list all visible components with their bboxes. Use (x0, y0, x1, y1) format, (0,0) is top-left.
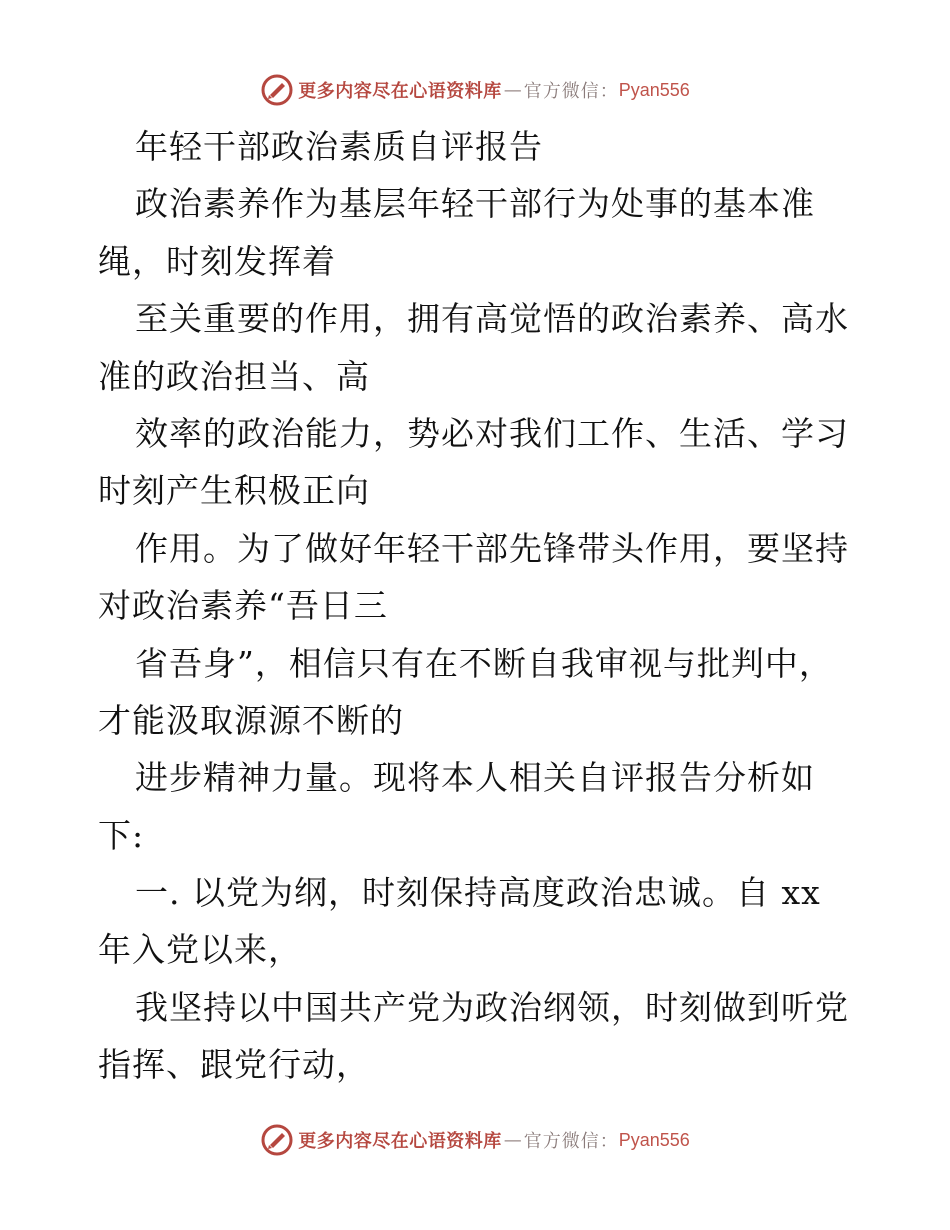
doc-line: 才能汲取源源不断的 (98, 700, 404, 740)
watermark-id: Pyan556 (618, 79, 690, 100)
watermark-sub: 官方微信： (523, 1131, 619, 1152)
doc-line: 绳，时刻发挥着 (98, 241, 336, 281)
doc-line: 效率的政治能力，势必对我们工作、生活、学习 (135, 413, 849, 453)
watermark-text: 更多内容尽在心语资料库 (298, 1131, 502, 1152)
doc-line: 作用。为了做好年轻干部先锋带头作用，要坚持 (135, 528, 849, 568)
doc-line: 时刻产生积极正向 (98, 471, 370, 511)
watermark-separator: — (503, 79, 522, 101)
doc-line: 省吾身”，相信只有在不断自我审视与批判中， (135, 643, 833, 683)
document-body (98, 118, 858, 1094)
doc-line: 对政治素养“吾日三 (98, 586, 388, 626)
watermark-text: 更多内容尽在心语资料库 (298, 81, 502, 102)
footer-watermark (0, 1120, 950, 1160)
doc-line: 指挥、跟党行动， (98, 1045, 370, 1085)
watermark-id: Pyan556 (618, 1129, 690, 1150)
watermark-logo-icon (260, 1123, 294, 1157)
doc-line: 准的政治担当、高 (98, 356, 370, 396)
doc-line: 年入党以来， (98, 930, 302, 970)
watermark-logo-icon (260, 73, 294, 107)
doc-line: 政治素养作为基层年轻干部行为处事的基本准 (135, 184, 815, 224)
watermark-separator: — (503, 1129, 522, 1151)
doc-line: 一. 以党为纲，时刻保持高度政治忠诚。自 xx (135, 873, 821, 913)
doc-line: 我坚持以中国共产党为政治纲领，时刻做到听党 (135, 987, 849, 1027)
doc-line: 年轻干部政治素质自评报告 (135, 127, 543, 166)
doc-line: 进步精神力量。现将本人相关自评报告分析如 (135, 758, 815, 798)
doc-line: 至关重要的作用，拥有高觉悟的政治素养、高水 (135, 299, 849, 339)
watermark-sub: 官方微信： (523, 81, 619, 102)
header-watermark (0, 70, 950, 110)
doc-line: 下: (98, 815, 145, 855)
